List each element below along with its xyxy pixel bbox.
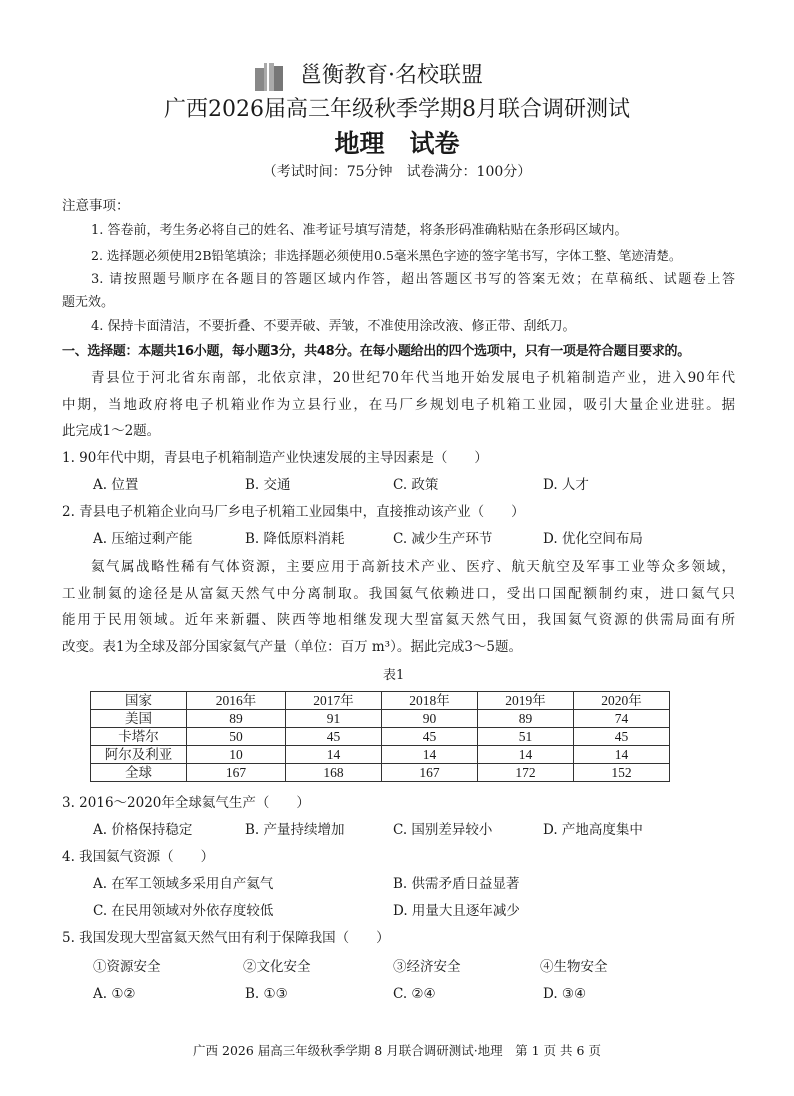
- q5-item: ④生物安全: [540, 959, 608, 975]
- notice-item: 4. 保持卡面清洁，不要折叠、不要弄破、弄皱，不准使用涂改液、修正带、刮纸刀。: [91, 319, 576, 334]
- exam-info: （考试时间：75分钟 试卷满分：100分）: [262, 164, 532, 180]
- table-row: [91, 746, 670, 764]
- passage-line: 此完成1～2题。: [62, 423, 161, 439]
- value-cell: 167: [382, 764, 478, 782]
- q5-option-d[interactable]: D. ③④: [543, 986, 587, 1002]
- passage-line: 青县位于河北省东南部，北依京津，20世纪70年代当地开始发展电子机箱制造产业，进入90年代: [91, 370, 735, 386]
- q4-option-a[interactable]: A. 在军工领域多采用自产氦气: [93, 876, 274, 892]
- value-cell: 45: [382, 728, 478, 746]
- table-row: [91, 764, 670, 782]
- q4-option-b[interactable]: B. 供需矛盾日益显著: [393, 876, 520, 892]
- table-row: [91, 728, 670, 746]
- q3-option-d[interactable]: D. 产地高度集中: [543, 822, 643, 838]
- question-1-stem: 1. 90年代中期，青县电子机箱制造产业快速发展的主导因素是（ ）: [62, 450, 488, 466]
- value-cell: 14: [286, 746, 382, 764]
- value-cell: 50: [187, 728, 286, 746]
- q4-option-c[interactable]: C. 在民用领域对外依存度较低: [93, 903, 274, 919]
- value-cell: 167: [187, 764, 286, 782]
- value-cell: 172: [478, 764, 574, 782]
- header-cell: 国家: [91, 692, 187, 710]
- table-header-row: [91, 692, 670, 710]
- country-cell: 阿尔及利亚: [91, 746, 187, 764]
- helium-production-table: [90, 691, 670, 782]
- notice-item: 题无效。: [62, 295, 115, 310]
- country-cell: 全球: [91, 764, 187, 782]
- value-cell: 89: [478, 710, 574, 728]
- q2-option-a[interactable]: A. 压缩过剩产能: [93, 531, 193, 547]
- value-cell: 45: [286, 728, 382, 746]
- header-cell: 2018年: [382, 692, 478, 710]
- q1-option-b[interactable]: B. 交通: [245, 477, 291, 493]
- q5-option-b[interactable]: B. ①③: [245, 986, 288, 1002]
- value-cell: 14: [574, 746, 670, 764]
- notice-item: 2. 选择题必须使用2B铅笔填涂；非选择题必须使用0.5毫米黑色字迹的签字笔书写，字体工整、笔迹清楚。: [91, 248, 682, 263]
- value-cell: 51: [478, 728, 574, 746]
- question-4-stem: 4. 我国氦气资源（ ）: [62, 849, 215, 865]
- q5-item: ①资源安全: [93, 959, 161, 975]
- subject-title: 地理 试卷: [334, 129, 460, 158]
- value-cell: 10: [187, 746, 286, 764]
- header-cell: 2017年: [286, 692, 382, 710]
- notice-item: 1. 答卷前，考生务必将自己的姓名、准考证号填写清楚，将条形码准确粘贴在条形码区域内。: [91, 223, 628, 238]
- passage-line: 改变。表1为全球及部分国家氦气产量（单位：百万 m³）。据此完成3～5题。: [62, 639, 523, 655]
- passage-line: 能用于民用领域。近年来新疆、陕西等地相继发现大型富氦天然气田，我国氦气资源的供需局面有所: [62, 612, 735, 628]
- table-caption: 表1: [383, 668, 405, 683]
- header-cell: 2020年: [574, 692, 670, 710]
- question-5-stem: 5. 我国发现大型富氦天然气田有利于保障我国（ ）: [62, 930, 390, 946]
- country-cell: 卡塔尔: [91, 728, 187, 746]
- page-footer: 广西 2026 届高三年级秋季学期 8 月联合调研测试·地理 第 1 页 共 6 页: [193, 1043, 601, 1058]
- value-cell: 90: [382, 710, 478, 728]
- q1-option-d[interactable]: D. 人才: [543, 477, 589, 493]
- value-cell: 74: [574, 710, 670, 728]
- value-cell: 14: [478, 746, 574, 764]
- notice-title: 注意事项：: [62, 198, 130, 214]
- q5-option-c[interactable]: C. ②④: [393, 986, 436, 1002]
- question-2-stem: 2. 青县电子机箱企业向马厂乡电子机箱工业园集中，直接推动该产业（ ）: [62, 504, 525, 520]
- q3-option-b[interactable]: B. 产量持续增加: [245, 822, 345, 838]
- q4-option-d[interactable]: D. 用量大且逐年减少: [393, 903, 520, 919]
- country-cell: 美国: [91, 710, 187, 728]
- table-row: [91, 710, 670, 728]
- exam-title: 广西2026届高三年级秋季学期8月联合调研测试: [164, 97, 630, 122]
- passage-line: 工业制氦的途径是从富氦天然气中分离制取。我国氦气依赖进口，受出口国配额制约束，进口氦气只: [62, 586, 735, 602]
- notice-item: 3. 请按照题号顺序在各题目的答题区域内作答，超出答题区书写的答案无效；在草稿纸、试题卷上答: [91, 272, 735, 287]
- header-cell: 2019年: [478, 692, 574, 710]
- q3-option-a[interactable]: A. 价格保持稳定: [93, 822, 193, 838]
- q1-option-c[interactable]: C. 政策: [393, 477, 439, 493]
- q2-option-b[interactable]: B. 降低原料消耗: [245, 531, 345, 547]
- header-cell: 2016年: [187, 692, 286, 710]
- value-cell: 89: [187, 710, 286, 728]
- section-heading: 一、选择题：本题共16小题，每小题3分，共48分。在每小题给出的四个选项中，只有一项是符合题目要求的。: [62, 344, 690, 359]
- value-cell: 45: [574, 728, 670, 746]
- q3-option-c[interactable]: C. 国别差异较小: [393, 822, 493, 838]
- value-cell: 152: [574, 764, 670, 782]
- value-cell: 168: [286, 764, 382, 782]
- q5-item: ③经济安全: [393, 959, 461, 975]
- passage-line: 氦气属战略性稀有气体资源，主要应用于高新技术产业、医疗、航天航空及军事工业等众多领域，: [91, 559, 735, 575]
- brand-name: 邕衡教育·名校联盟: [300, 63, 483, 88]
- q5-option-a[interactable]: A. ①②: [93, 986, 136, 1002]
- value-cell: 14: [382, 746, 478, 764]
- q2-option-c[interactable]: C. 减少生产环节: [393, 531, 493, 547]
- passage-line: 中期，当地政府将电子机箱业作为立县行业，在马厂乡规划电子机箱工业园，吸引大量企业进驻。据: [62, 397, 735, 413]
- question-3-stem: 3. 2016～2020年全球氦气生产（ ）: [62, 795, 310, 811]
- brand-logo: [253, 60, 287, 92]
- q2-option-d[interactable]: D. 优化空间布局: [543, 531, 643, 547]
- value-cell: 91: [286, 710, 382, 728]
- q1-option-a[interactable]: A. 位置: [93, 477, 139, 493]
- q5-item: ②文化安全: [243, 959, 311, 975]
